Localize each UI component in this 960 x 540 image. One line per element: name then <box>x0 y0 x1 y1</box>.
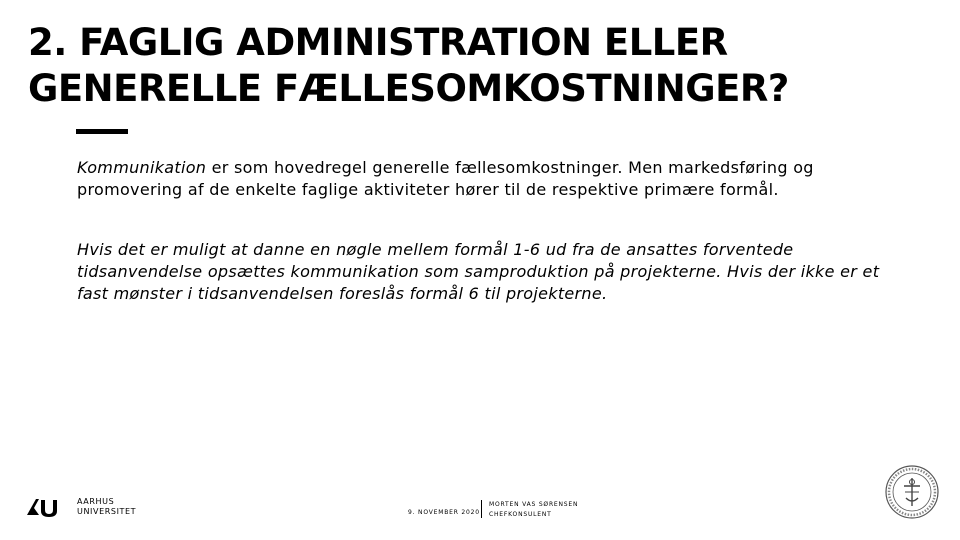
footer-org-line-1: AARHUS <box>77 497 115 506</box>
footer-org-line-2: UNIVERSITET <box>77 507 137 516</box>
title-underline-rule <box>76 129 128 134</box>
footer-person-name: MORTEN VAS SØRENSEN <box>489 501 579 508</box>
footer-divider <box>481 500 482 518</box>
body-paragraph-1 <box>77 157 897 201</box>
university-seal-icon <box>884 464 940 520</box>
slide-title-line-1: 2. FAGLIG ADMINISTRATION ELLER <box>28 21 728 64</box>
paragraph-1-emphasis: Kommunikation <box>77 158 207 177</box>
footer-date: 9. NOVEMBER 2020 <box>408 509 480 516</box>
body-paragraph-2: Hvis det er muligt at danne en nøgle mellem formål 1-6 ud fra de ansattes forventede tidsanvendelse opsættes kommunikation som samproduktion på projekterne. Hvis der ikke er et fast mønster i tidsanvendelsen foreslås formål 6 til projekterne. <box>77 240 880 303</box>
paragraph-1-text: er som hovedregel generelle fællesomkostninger. Men markedsføring og promovering af de enkelte faglige aktiviteter hører til de respektive primære formål. <box>77 158 814 199</box>
footer-person <box>489 500 578 520</box>
footer-person-title: CHEFKONSULENT <box>489 511 552 518</box>
slide-title-line-2: GENERELLE FÆLLESOMKOSTNINGER? <box>28 67 789 110</box>
footer-organization <box>77 497 136 517</box>
slide-title <box>28 20 928 112</box>
au-logo-icon <box>26 494 72 518</box>
